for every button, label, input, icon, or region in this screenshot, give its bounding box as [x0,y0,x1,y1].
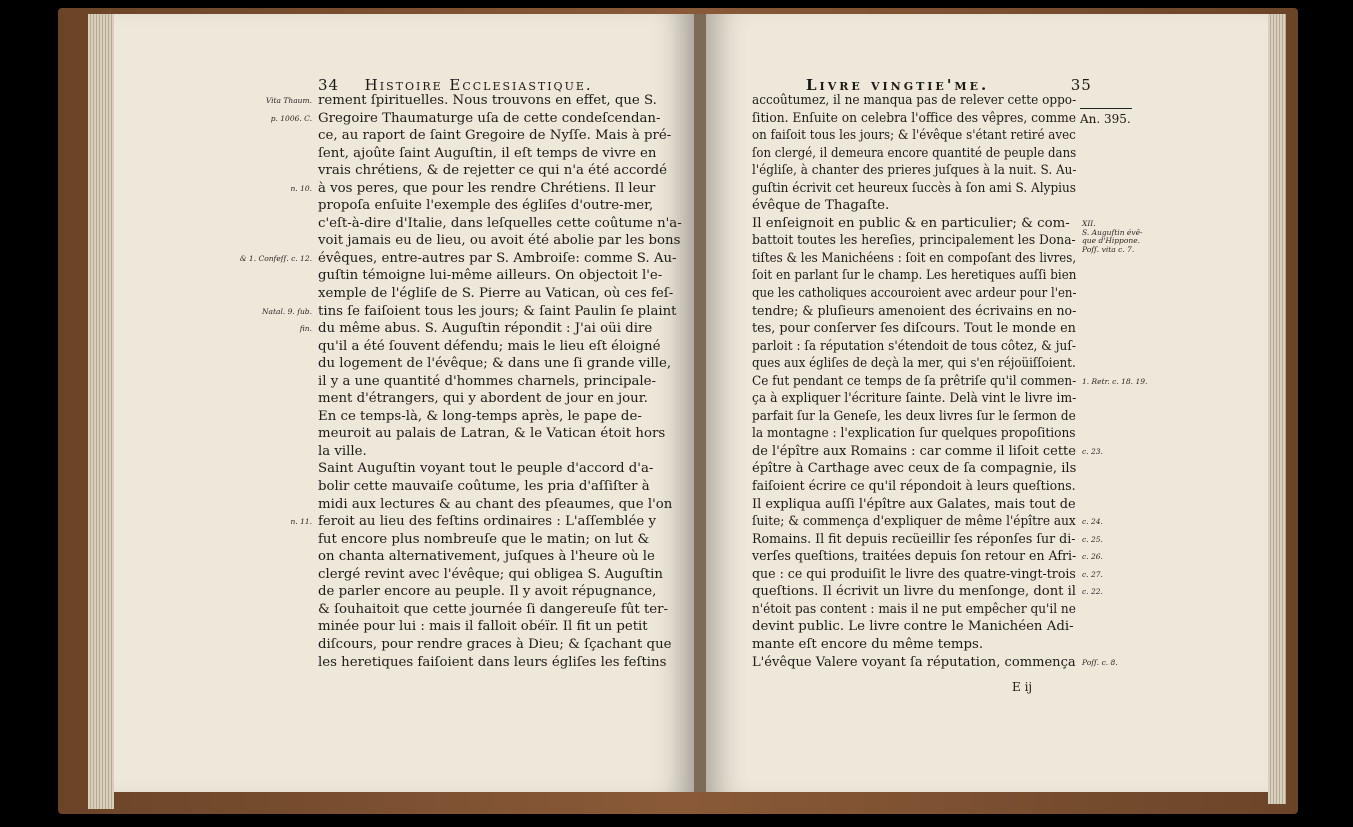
text-line: bolir cette mauvaiſe coûtume, les pria d'aſſiſter à [318,479,650,495]
text-line: diſcours, pour rendre graces à Dieu; & ſçachant que [318,636,672,652]
text-line: & ſouhaitoit que cette journée ſi dangereuſe fût ter- [318,601,669,617]
text-line: clergé revint avec l'évêque; qui obligea S. Auguſtin [318,566,663,582]
text-line: il y a une quantité d'hommes charnels, principale- [318,373,657,389]
text-line: l'égliſe, à chanter des prieres juſques à la nuit. S. Au- [752,163,1077,179]
text-line: ſuite; & commença d'expliquer de même l'épître aux [752,514,1076,530]
text-line: ment d'étrangers, qui y abordent de jour en jour. [318,391,648,407]
text-line: devint public. Le livre contre le Manichéen Adi- [752,619,1074,635]
text-line: ſition. Enſuite on celebra l'office des vêpres, comme [752,110,1077,126]
text-line: vrais chrétiens, & de rejetter ce qui n'a été accordé [318,163,668,179]
text-line: tes, pour conſerver ſes diſcours. Tout le monde en [752,321,1076,337]
text-line: Saint Auguſtin voyant tout le peuple d'accord d'a- [318,461,654,477]
text-line: les heretiques faiſoient dans leurs égliſes les feſtins [318,654,667,670]
text-line: rement ſpirituelles. Nous trouvons en effet, que S. [318,93,657,108]
text-line: tendre; & pluſieurs amenoient des écrivains en no- [752,303,1077,319]
text-line: feroit au lieu des feſtins ordinaires : L'aſſemblée y [318,514,657,530]
text-line: guſtin témoigne lui-même ailleurs. On objectoit l'e- [318,268,663,284]
text-line: faiſoient écrire ce qu'il répondoit à leurs queſtions. [752,479,1076,495]
margin-note: c. 26. [1082,552,1103,562]
right-page-number: 35 [1070,76,1092,94]
text-line: n'étoit pas content : mais il ne put empêcher qu'il ne [752,601,1076,617]
text-line: ce, au raport de ſaint Gregoire de Nyſſe. Mais à pré- [318,128,672,144]
text-line: propoſa enſuite l'exemple des égliſes d'outre-mer, [318,198,654,214]
signature-mark: E ij [1012,680,1033,694]
text-line: ça à expliquer l'écriture ſainte. Delà vint le livre im- [752,391,1077,407]
text-line: minée pour lui : mais il falloit obéïr. Il fit un petit [318,619,648,635]
text-line: ſoit en parlant ſur le champ. Les heretiques auſſi bien [752,268,1077,284]
text-line: Gregoire Thaumaturge uſa de cette condeſcendan- [318,110,661,126]
text-line: c'eſt-à-dire d'Italie, dans leſquelles cette coûtume n'a- [318,215,682,231]
text-line: que les catholiques accouroient avec ardeur pour l'en- [752,286,1077,302]
margin-note: que d'Hippone. [1082,236,1141,246]
text-line: battoit toutes les hereſies, principalement les Dona- [752,233,1076,249]
text-line: ſon clergé, il demeura encore quantité de peuple dans [752,145,1077,161]
margin-note: & 1. Confeſſ. c. 12. [239,253,312,263]
left-page-number: 34 [318,76,340,94]
text-line: de parler encore au peuple. Il y avoit répugnance, [318,584,657,600]
margin-note: c. 24. [1082,517,1103,527]
text-line: ſent, ajoûte ſaint Auguſtin, il eſt temps de vivre en [318,145,657,161]
text-line: on chanta alternativement, juſques à l'heure où le [318,549,655,565]
text-line: Il expliqua auſſi l'épître aux Galates, mais tout de [752,496,1076,512]
right-body-text [752,92,1076,671]
margin-note: c. 23. [1082,447,1103,456]
text-line: midi aux lectures & au chant des pſeaumes, que l'on [318,496,673,512]
year-label: An. 395. [1080,112,1131,126]
left-body-text [318,92,686,671]
text-line: meuroit au palais de Latran, & le Vatican étoit hors [318,426,666,442]
text-line: accoûtumez, il ne manqua pas de relever cette oppo- [752,93,1077,108]
text-line: épître à Carthage avec ceux de ſa compagnie, ils [752,461,1077,477]
margin-note: S. Auguſtin évê- [1082,227,1143,237]
text-line: tins ſe faiſoient tous les jours; & ſaint Paulin ſe plaint [318,303,677,319]
text-line: la ville. [318,443,367,459]
text-line: évêque de Thagaſte. [752,198,890,214]
margin-note: c. 27. [1082,569,1103,579]
text-line: verſes queſtions, traitées depuis ſon retour en Afri- [752,549,1077,565]
text-line: queſtions. Il écrivit un livre du menſonge, dont il [752,584,1077,600]
margin-note: 1. Retr. c. 18. 19. [1082,376,1148,386]
left-page-edges [88,14,114,809]
margin-note: p. 1006. C. [270,113,312,123]
text-line: évêques, entre-autres par S. Ambroiſe: comme S. Au- [318,250,677,266]
margin-note: Poſſ. c. 8. [1082,657,1118,667]
text-line: mante eſt encore du même temps. [752,636,984,652]
text-line: Romains. Il fit depuis recüeillir ſes réponſes ſur di- [752,531,1076,547]
text-line: Il enſeignoit en public & en particulier; & com- [752,215,1070,231]
right-page-title: Livre vingtie'me. [806,76,990,94]
text-line: on faiſoit tous les jours; & l'évêque s'étant retiré avec [752,128,1076,144]
text-line: guſtin écrivit cet heureux ſuccès à ſon ami S. Alypius [752,180,1077,196]
text-line: fut encore plus nombreuſe que le matin; on lut & [318,531,650,547]
margin-note: Vita Thaum. [265,96,312,105]
text-line: que : ce qui produiſit le livre des quatre-vingt-trois [752,566,1076,582]
text-line: parfait ſur la Geneſe, les deux livres ſur le ſermon de [752,408,1076,424]
margin-note: Natal. 9. ſub. [261,306,312,316]
text-line: tiſtes & les Manichéens : ſoit en compoſant des livres, [752,250,1077,266]
text-line: En ce temps-là, & long-temps après, le pape de- [318,408,642,424]
text-line: à vos peres, que pour les rendre Chrétiens. Il leur [318,180,656,196]
margin-note: c. 22. [1082,587,1103,597]
margin-note: c. 25. [1082,534,1103,544]
text-line: du même abus. S. Auguſtin répondit : J'ai oüi dire [318,321,653,337]
left-page-title: Histoire Ecclesiastique. [364,76,593,94]
text-line: voit jamais eu de lieu, ou avoit été abolie par les bons [318,233,681,249]
year-rule [1080,108,1132,109]
text-line: L'évêque Valere voyant ſa réputation, commença [752,654,1076,670]
text-line: la montagne : l'explication ſur quelques propoſitions [752,426,1076,442]
text-line: ques aux égliſes de deçà la mer, qui s'en réjoüiſſoient. [752,356,1076,372]
text-line: qu'il a été ſouvent défendu; mais le lieu eſt éloigné [318,338,661,354]
margin-note: XII. [1082,218,1096,228]
book-gutter [694,14,706,792]
margin-note: fin. [299,324,312,334]
text-line: de l'épître aux Romains : car comme il liſoit cette [752,443,1076,459]
text-line: Ce fut pendant ce temps de ſa prêtriſe qu'il commen- [752,373,1077,389]
text-line: du logement de l'évêque; & dans une ſi grande ville, [318,356,672,372]
margin-note: n. 11. [290,517,312,527]
right-page-edges [1268,14,1286,804]
margin-note: Poſſ. vita c. 7. [1082,245,1135,255]
margin-note: n. 10. [290,183,312,193]
text-line: parloit : ſa réputation s'étendoit de tous côtez, & juſ- [752,338,1076,354]
text-line: xemple de l'égliſe de S. Pierre au Vatican, où ces feſ- [318,286,674,302]
